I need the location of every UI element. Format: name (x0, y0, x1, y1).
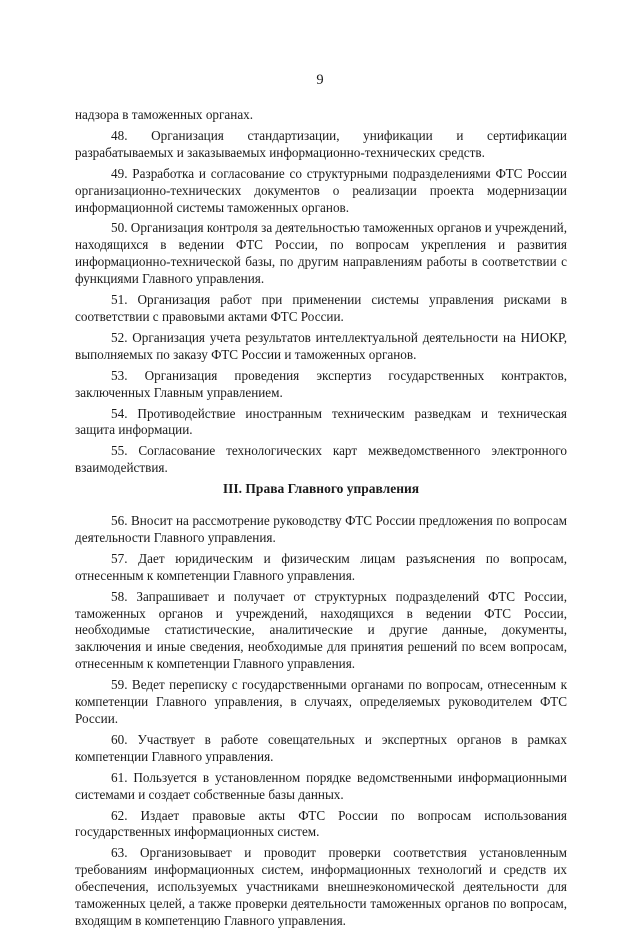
continuation-text: надзора в таможенных органах. (75, 107, 254, 122)
clause-62: 62. Издает правовые акты ФТС России по вопросам использования государственных информационных систем. (75, 807, 567, 840)
clause-61: 61. Пользуется в установленном порядке ведомственными информационными системами и создает собственные базы данных. (75, 769, 567, 802)
clause-58: 58. Запрашивает и получает от структурных подразделений ФТС России, таможенных органов и учреждений, находящихся в ведении ФТС России, необходимые статистические, аналитические и другие данные, документы, заключения и иные сведения, необходимые для принятия решений по всем вопросам, отнесенным к компетенции Главного управления. (75, 588, 567, 672)
clause-63: 63. Организовывает и проводит проверки соответствия установленным требованиям информационных систем, информационных технологий и средств их обеспечения, используемых участниками внешнеэкономической деятельности для таможенных целей, а также проверки деятельности таможенных органов по вопросам, входящим в компетенцию Главного управления. (75, 845, 567, 928)
clause-48: 48. Организация стандартизации, унификации и сертификации разрабатываемых и заказываемых информационно-технических средств. (75, 127, 567, 160)
document-body (75, 107, 567, 934)
clause-51: 51. Организация работ при применении системы управления рисками в соответствии с правовыми актами ФТС России. (75, 292, 567, 324)
clause-52: 52. Организация учета результатов интеллектуальной деятельности на НИОКР, выполняемых по заказу ФТС России и таможенных органов. (75, 329, 567, 362)
section-heading: III. Права Главного управления (222, 481, 420, 497)
clause-50: 50. Организация контроля за деятельностью таможенных органов и учреждений, находящихся в ведении ФТС России, по вопросам укрепления и развития информационно-технической базы, по другим направлениям работы в соответствии с функциями Главного управления. (75, 220, 567, 287)
clause-55: 55. Согласование технологических карт межведомственного электронного взаимодействия. (75, 443, 567, 476)
page-number: 9 (316, 72, 324, 88)
clause-59: 59. Ведет переписку с государственными органами по вопросам, отнесенным к компетенции Главного управления, в случаях, определяемых руководителем ФТС России. (75, 677, 567, 726)
clause-49: 49. Разработка и согласование со структурными подразделениями ФТС России организационно-технических документов о реализации проекта модернизации информационной системы таможенных органов. (75, 165, 567, 215)
clause-57: 57. Дает юридическим и физическим лицам разъяснения по вопросам, отнесенным к компетенции Главного управления. (75, 550, 567, 583)
clause-54: 54. Противодействие иностранным техническим разведкам и техническая защита информации. (75, 405, 567, 438)
clause-56: 56. Вносит на рассмотрение руководству ФТС России предложения по вопросам деятельности Главного управления. (75, 513, 567, 545)
clause-60: 60. Участвует в работе совещательных и экспертных органов в рамках компетенции Главного управления. (75, 731, 567, 764)
clause-53: 53. Организация проведения экспертиз государственных контрактов, заключенных Главным управлением. (75, 367, 567, 400)
